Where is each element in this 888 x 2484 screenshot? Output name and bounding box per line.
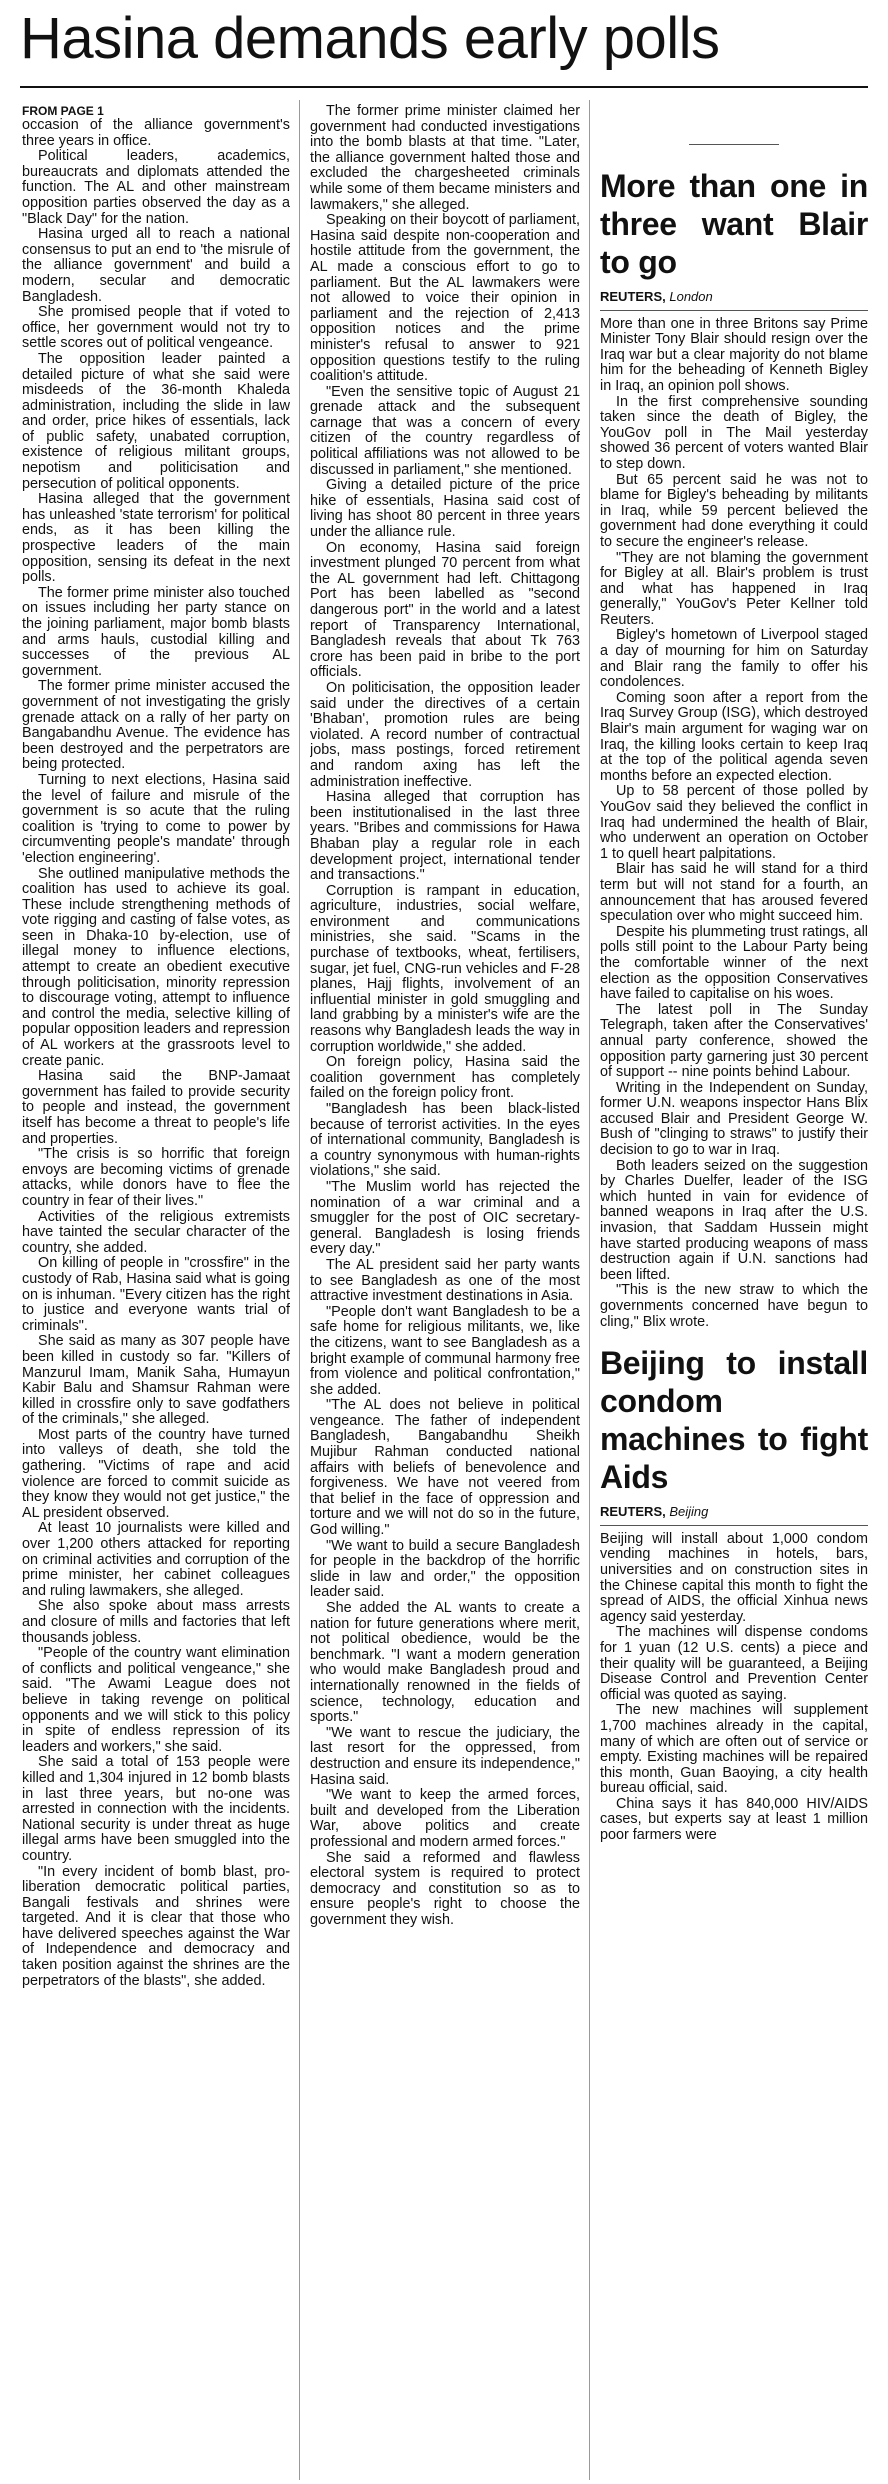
paragraph: The former prime minister also touched on issues including her party stance on the joining parliament, major bomb blasts and arms hauls, custodial killing and successes of the previous AL government. bbox=[22, 584, 290, 679]
paragraph: Hasina said the BNP-Jamaat government has failed to provide security to people and instead, the government itself has become a threat to people's life and properties. bbox=[22, 1068, 290, 1147]
paragraph: Beijing will install about 1,000 condom vending machines in hotels, bars, universities and on construction sites in the Chinese capital this month to fight the spread of AIDS, the official Xinhua news agency said yesterday. bbox=[600, 1530, 868, 1625]
paragraph: The former prime minister claimed her government had conducted investigations into the bomb blasts at that time. "Later, the alliance government halted those and excluded the chargesheeted criminals while some of them became ministers and lawmakers," she alleged. bbox=[310, 104, 580, 213]
paragraph: "The Muslim world has rejected the nomination of a war criminal and a smuggler for the post of OIC secretary-general. Bangladesh is losing friends every day." bbox=[310, 1178, 580, 1258]
paragraph: China says it has 840,000 HIV/AIDS cases, but experts say at least 1 million poor farmers were bbox=[600, 1795, 868, 1844]
page-headline: Hasina demands early polls bbox=[20, 6, 720, 71]
paragraph: She said a total of 153 people were killed and 1,304 injured in 12 bomb blasts in last three years, but no-one was arrested in connection with the incidents. National security is under threat as huge illegal arms have been smuggled into the country. bbox=[22, 1754, 290, 1864]
paragraph: Activities of the religious extremists have tainted the secular character of the country, she added. bbox=[22, 1208, 290, 1256]
paragraph: Hasina alleged that the government has unleashed 'state terrorism' for political ends, as it has been killing the prospective leaders of the main opposition, sensing its defeat in the next polls. bbox=[22, 491, 290, 586]
paragraph: Corruption is rampant in education, agriculture, industries, social welfare, environment and communications ministries, she said. "Scams in the purchase of textbooks, wheat, fertilisers, sugar, jet fuel, CNG-run vehicles and F-28 planes, Hajj flights, involvement of an influential minister in gold smuggling and land grabbing by a minister's wife are the reasons why Bangladesh leads the way in corruption worldwide," she added. bbox=[310, 882, 580, 1055]
paragraph: Giving a detailed picture of the price hike of essentials, Hasina said cost of living has shoot 80 percent in three years under the alliance rule. bbox=[310, 477, 580, 541]
paragraph: occasion of the alliance government's three years in office. bbox=[22, 117, 290, 149]
paragraph: She outlined manipulative methods the coalition has used to achieve its goal. These include strengthening methods of vote rigging and casting of false votes, as seen in Dhaka-10 by-election, use of illegal money to influence elections, attempt to create an obedient executive through politicisation, minority repression to discourage voting, attempt to influence and control the media, selective killing of popular opposition leaders and repression of AL workers at the grassroots level to create panic. bbox=[22, 865, 290, 1069]
beijing-story bbox=[600, 1344, 868, 1843]
byline-place: London bbox=[669, 289, 713, 304]
paragraph: "They are not blaming the government for Bigley at all. Blair's problem is trust and what has happened in Iraq generally," YouGov's Peter Kellner told Reuters. bbox=[600, 549, 868, 628]
paragraph: Coming soon after a report from the Iraq Survey Group (ISG), which destroyed Blair's main argument for waging war on Iraq, the killing looks certain to keep Iraq at the top of the political agenda seven months before an expected election. bbox=[600, 689, 868, 784]
paragraph: Bigley's hometown of Liverpool staged a day of mourning for him on Saturday and Blair rang the family to offer his condolences. bbox=[600, 627, 868, 691]
paragraph: The AL president said her party wants to see Bangladesh as one of the most attractive investment destinations in Asia. bbox=[310, 1256, 580, 1305]
byline bbox=[600, 289, 868, 311]
story-headline: Beijing to install condom machines to fight Aids bbox=[600, 1345, 868, 1496]
paragraph: "We want to rescue the judiciary, the last resort for the oppressed, from destruction and ensure its independence," Hasina said. bbox=[310, 1724, 580, 1788]
paragraph: She said a reformed and flawless electoral system is required to protect democracy and constitution so as to ensure people's right to choose the government they wish. bbox=[310, 1849, 580, 1928]
paragraph: Hasina alleged that corruption has been institutionalised in the last three years. "Bribes and commissions for Hawa Bhaban play a regular role in each development project, international tender and transactions." bbox=[310, 789, 580, 884]
paragraph: Turning to next elections, Hasina said the level of failure and misrule of the government is so acute that the ruling coalition is 'trying to come to power by circumventing people's mandate' through 'election engineering'. bbox=[22, 771, 290, 866]
main-story-column-2 bbox=[310, 104, 580, 2476]
paragraph: More than one in three Britons say Prime Minister Tony Blair should resign over the Iraq war but a clear majority do not blame him for the beheading of Kenneth Bigley in Iraq, an opinion poll shows. bbox=[600, 315, 868, 394]
paragraph: On killing of people in "crossfire" in the custody of Rab, Hasina said what is going on is inhuman. "Every citizen has the right to justice and everyone wants trial of criminals". bbox=[22, 1255, 290, 1334]
paragraph: Most parts of the country have turned into valleys of death, she told the gathering. "Victims of rape and acid violence are forced to commit suicide as they know they would not get justice," the AL president observed. bbox=[22, 1426, 290, 1521]
story-separator bbox=[689, 144, 779, 145]
paragraph: On economy, Hasina said foreign investment plunged 70 percent from what the AL government had left. Chittagong Port has been labelled as "second dangerous port" in the world and a latest report of Transparency International, Bangladesh reveals that about Tk 763 crore has been paid in bribe to the port officials. bbox=[310, 539, 580, 681]
paragraph: The machines will dispense condoms for 1 yuan (12 U.S. cents) a piece and their quality will be guaranteed, a Beijing Disease Control and Prevention Center official was quoted as saying. bbox=[600, 1624, 868, 1703]
paragraph: The former prime minister accused the government of not investigating the grisly grenade attack on a rally of her party on Bangabandhu Avenue. The evidence has been destroyed and the perpetrators are being protected. bbox=[22, 678, 290, 773]
paragraph: The opposition leader painted a detailed picture of what she said were misdeeds of the 36-month Khaleda administration, including the slide in law and order, price hikes of essentials, lack of public safety, unabated corruption, existence of religious militant groups, nepotism and politicisation and persecution of political opponents. bbox=[22, 350, 290, 492]
blair-story bbox=[600, 167, 868, 1330]
paragraph: On politicisation, the opposition leader said under the directives of a certain 'Bhaban', promotion rules are being violated. A record number of contractual jobs, mass postings, forced retirement and random axing has left the administration ineffective. bbox=[310, 679, 580, 790]
byline-agency: REUTERS, bbox=[600, 1504, 666, 1520]
paragraph: At least 10 journalists were killed and over 1,200 others attacked for reporting on criminal activities and corruption of the prime minister, her cabinet colleagues and ruling lawmakers, she alleged. bbox=[22, 1520, 290, 1599]
byline-place: Beijing bbox=[669, 1504, 709, 1520]
paragraph: She promised people that if voted to office, her government would not try to settle scores out of political vengeance. bbox=[22, 304, 290, 352]
paragraph: Up to 58 percent of those polled by YouGov said they believed the conflict in Iraq had undermined the health of Blair, who underwent an operation on October 1 to quell heart palpitations. bbox=[600, 783, 868, 862]
paragraph: "In every incident of bomb blast, pro-liberation democratic political parties, Bangali festivals and shrines were targeted. And it is clear that those who have delivered speeches against the War of Independence and democracy and taken position against the shrines are the perpetrators of the blasts", she added. bbox=[22, 1863, 290, 1989]
paragraph: Hasina urged all to reach a national consensus to put an end to 'the misrule of the alliance government' and build a modern, secular and democratic Bangladesh. bbox=[22, 226, 290, 305]
column-rule bbox=[299, 100, 300, 2480]
byline-agency: REUTERS, bbox=[600, 289, 666, 304]
paragraph: In the first comprehensive sounding taken since the death of Bigley, the YouGov poll in The Mail yesterday showed 36 percent of voters wanted Blair to step down. bbox=[600, 393, 868, 472]
column-rule bbox=[589, 100, 590, 2480]
paragraph: "Bangladesh has been black-listed because of terrorist activities. In the eyes of international community, Bangladesh is a country synonymous with human-rights violations," she said. bbox=[310, 1101, 580, 1180]
paragraph: Both leaders seized on the suggestion by Charles Duelfer, leader of the ISG which hunted in vain for evidence of banned weapons in Iraq after the U.S. invasion, that Saddam Hussein might have started producing weapons of mass destruction again if U.N. sanctions had been lifted. bbox=[600, 1157, 868, 1283]
byline bbox=[600, 1504, 868, 1526]
paragraph: The latest poll in The Sunday Telegraph, taken after the Conservatives' annual party conference, showed the opposition party garnering just 30 percent of support -- nine points behind Labour. bbox=[600, 1001, 868, 1081]
paragraph: She also spoke about mass arrests and closure of mills and factories that left thousands jobless. bbox=[22, 1598, 290, 1646]
paragraph: "We want to keep the armed forces, built and developed from the Liberation War, above politics and create professional and modern armed forces." bbox=[310, 1787, 580, 1850]
paragraph: The new machines will supplement 1,700 machines already in the capital, many of which are often out of service or empty. Existing machines will be repaired this month, Guan Baoying, a city health bureau official, said. bbox=[600, 1702, 868, 1797]
paragraph: Political leaders, academics, bureaucrats and diplomats attended the function. The AL and other mainstream opposition parties observed the day as a "Black Day" for the nation. bbox=[22, 148, 290, 227]
headline-rule bbox=[20, 86, 868, 88]
paragraph: On foreign policy, Hasina said the coalition government has completely failed on the foreign policy front. bbox=[310, 1054, 580, 1102]
paragraph: She added the AL wants to create a nation for future generations where merit, not political obedience, would be the benchmark. "I want a modern generation who would make Bangladesh proud and internationally renowned in the fields of science, technology, education and sports." bbox=[310, 1600, 580, 1726]
paragraph: But 65 percent said he was not to blame for Bigley's beheading by militants in Iraq, while 59 percent believed the government had done everything it could to secure the engineer's release. bbox=[600, 471, 868, 550]
paragraph: "The crisis is so horrific that foreign envoys are becoming victims of grenade attacks, while donors have to flee the country in fear of their lives." bbox=[22, 1146, 290, 1209]
paragraph: Blair has said he will stand for a third term but will not stand for a fourth, an announcement that has aroused fevered speculation over who might succeed him. bbox=[600, 861, 868, 925]
paragraph: "The AL does not believe in political vengeance. The father of independent Bangladesh, Bangabandhu Sheikh Mujibur Rahman conducted national affairs with beliefs of benevolence and forgiveness. We have not veered from that belief in the face of oppression and torture and we will not do so in the future, God willing." bbox=[310, 1397, 580, 1539]
paragraph: She said as many as 307 people have been killed in custody so far. "Killers of Manzurul Imam, Manik Saha, Humayun Kabir Balu and Shamsur Rahman were killed in crossfire only to save godfathers of the criminals," she alleged. bbox=[22, 1333, 290, 1428]
paragraph: "This is the new straw to which the governments concerned have begun to cling," Blix wrote. bbox=[600, 1282, 868, 1330]
column-3 bbox=[600, 104, 868, 2476]
story-headline: More than one in three want Blair to go bbox=[600, 168, 868, 280]
paragraph: "We want to build a secure Bangladesh for people in the backdrop of the horrific slide in law and order," the opposition leader said. bbox=[310, 1537, 580, 1601]
paragraph: Despite his plummeting trust ratings, all polls still point to the Labour Party being the comfortable winner of the next election as the opposition Conservatives have failed to capitalise on his woes. bbox=[600, 923, 868, 1003]
paragraph: "People don't want Bangladesh to be a safe home for religious militants, we, like the citizens, want to see Bangladesh as a bright example of communal harmony free from violence and political confrontation," she added. bbox=[310, 1303, 580, 1398]
paragraph: "Even the sensitive topic of August 21 grenade attack and the subsequent carnage that was a concern of every citizen of the country regardless of political affiliations was not allowed to be discussed in parliament," she mentioned. bbox=[310, 383, 580, 478]
kicker: FROM PAGE 1 bbox=[22, 104, 104, 118]
paragraph: Writing in the Independent on Sunday, former U.N. weapons inspector Hans Blix accused Blair and President George W. Bush of "clinging to straws" to justify their decision to go to war in Iraq. bbox=[600, 1079, 868, 1159]
paragraph: Speaking on their boycott of parliament, Hasina said despite non-cooperation and hostile attitude from the government, the AL made a conscious effort to go to parliament. But the AL lawmakers were not allowed to voice their opinion in parliament and the rejection of 2,413 opposition notices and the prime minister's refusal to answer to 921 opposition questions testify to the ruling coalition's attitude. bbox=[310, 212, 580, 385]
paragraph: "People of the country want elimination of conflicts and political vengeance," she said. "The Awami League does not believe in taking revenge on political opponents and we will stick to this policy in spite of endless repression of its leaders and workers," she said. bbox=[22, 1645, 290, 1755]
main-story-column-1 bbox=[22, 104, 290, 2476]
